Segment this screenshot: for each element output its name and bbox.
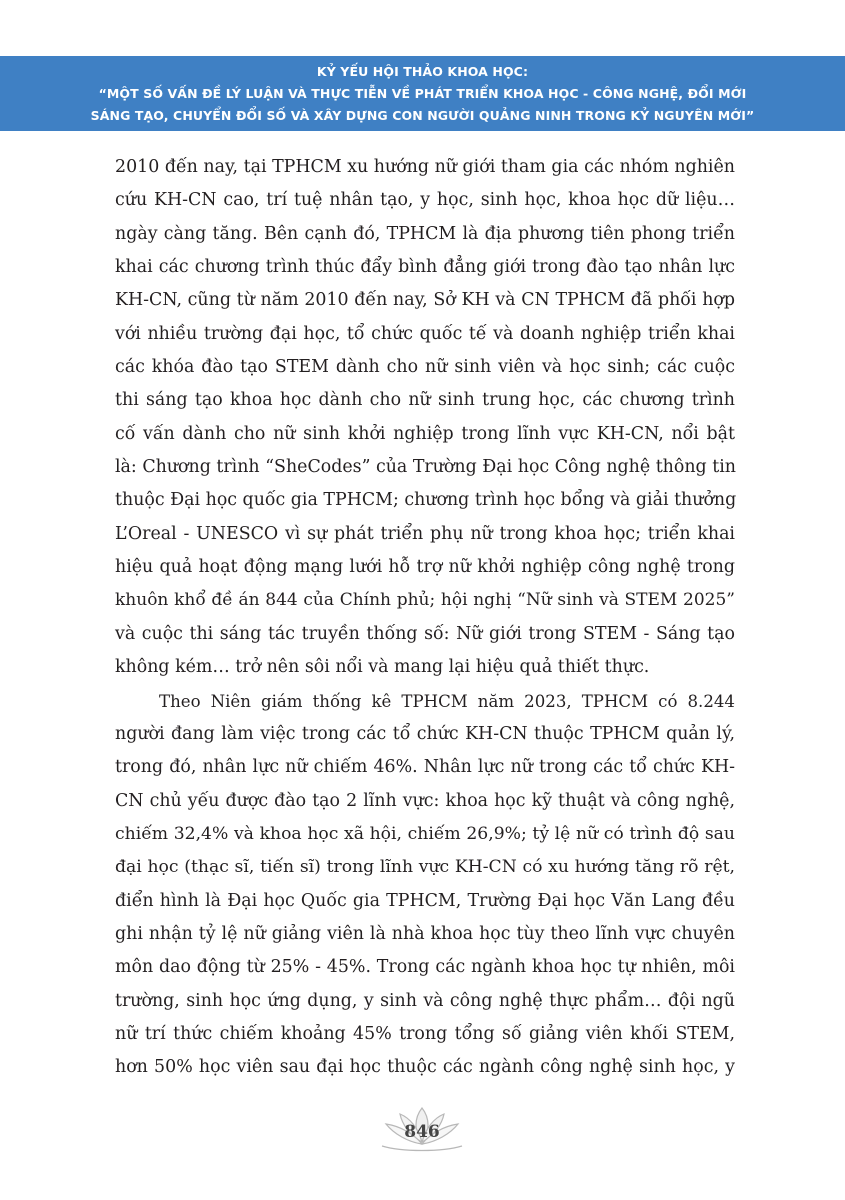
text-line: Theo Niên giám thống kê TPHCM năm 2023, TPHCM có 8.244 (159, 691, 735, 711)
text-line: chiếm 32,4% và khoa học xã hội, chiếm 26,9%; tỷ lệ nữ có trình độ sau (115, 823, 735, 844)
text-line: nữ trí thức chiếm khoảng 45% trong tổng số giảng viên khối STEM, (115, 1023, 735, 1044)
text-line: thuộc Đại học quốc gia TPHCM; chương trình học bổng và giải thưởng (115, 490, 737, 511)
text-line: thi sáng tạo khoa học dành cho nữ sinh trung học, các chương trình (115, 390, 735, 411)
text-line: trường, sinh học ứng dụng, y sinh và công nghệ thực phẩm… đội ngũ (115, 990, 735, 1011)
text-line: cứu KH-CN cao, trí tuệ nhân tạo, y học, sinh học, khoa học dữ liệu… (115, 190, 735, 211)
text-line: cố vấn dành cho nữ sinh khởi nghiệp trong lĩnh vực KH-CN, nổi bật (115, 423, 735, 444)
paragraph-1 (115, 151, 735, 685)
text-line: CN chủ yếu được đào tạo 2 lĩnh vực: khoa học kỹ thuật và công nghệ, (115, 790, 735, 811)
text-line: môn dao động từ 25% - 45%. Trong các ngành khoa học tự nhiên, môi (115, 957, 735, 978)
text-line: đại học (thạc sĩ, tiến sĩ) trong lĩnh vực KH-CN có xu hướng tăng rõ rệt, (115, 857, 735, 878)
text-line: điển hình là Đại học Quốc gia TPHCM, Trường Đại học Văn Lang đều (115, 890, 735, 911)
text-line: người đang làm việc trong các tổ chức KH-CN thuộc TPHCM quản lý, (115, 723, 735, 744)
text-line: không kém… trở nên sôi nổi và mang lại hiệu quả thiết thực. (115, 657, 650, 678)
text-line: khai các chương trình thúc đẩy bình đẳng giới trong đào tạo nhân lực (115, 257, 735, 278)
paragraph-2 (115, 685, 735, 1085)
text-line: với nhiều trường đại học, tổ chức quốc tế và doanh nghiệp triển khai (115, 323, 735, 344)
page-footer (372, 1102, 472, 1162)
text-line: hơn 50% học viên sau đại học thuộc các ngành công nghệ sinh học, y (115, 1057, 735, 1078)
text-line: khuôn khổ đề án 844 của Chính phủ; hội nghị “Nữ sinh và STEM 2025” (115, 590, 735, 611)
header-subtitle-line-1: “MỘT SỐ VẤN ĐỀ LÝ LUẬN VÀ THỰC TIỄN VỀ PHÁT TRIỂN KHOA HỌC - CÔNG NGHỆ, ĐỔI MỚI (98, 85, 747, 101)
text-line: KH-CN, cũng từ năm 2010 đến nay, Sở KH và CN TPHCM đã phối hợp (115, 290, 735, 311)
text-line: và cuộc thi sáng tác truyền thống số: Nữ giới trong STEM - Sáng tạo (115, 623, 735, 644)
header-banner (0, 56, 845, 131)
page-number: 846 (404, 1122, 440, 1142)
body-text (115, 151, 735, 1085)
text-line: ngày càng tăng. Bên cạnh đó, TPHCM là địa phương tiên phong triển (115, 223, 735, 244)
text-line: 2010 đến nay, tại TPHCM xu hướng nữ giới tham gia các nhóm nghiên (115, 157, 735, 177)
text-line: ghi nhận tỷ lệ nữ giảng viên là nhà khoa học tùy theo lĩnh vực chuyên (115, 923, 735, 944)
header-subtitle-line-2: SÁNG TẠO, CHUYỂN ĐỔI SỐ VÀ XÂY DỰNG CON NGƯỜI QUẢNG NINH TRONG KỶ NGUYÊN MỚI” (90, 107, 755, 123)
header-title: KỶ YẾU HỘI THẢO KHOA HỌC: (316, 63, 529, 79)
text-line: trong đó, nhân lực nữ chiếm 46%. Nhân lực nữ trong các tổ chức KH- (115, 757, 735, 778)
text-line: L’Oreal - UNESCO vì sự phát triển phụ nữ trong khoa học; triển khai (115, 523, 735, 544)
text-line: các khóa đào tạo STEM dành cho nữ sinh viên và học sinh; các cuộc (115, 357, 735, 378)
text-line: hiệu quả hoạt động mạng lưới hỗ trợ nữ khởi nghiệp công nghệ trong (115, 557, 735, 578)
text-line: là: Chương trình “SheCodes” của Trường Đại học Công nghệ thông tin (115, 457, 736, 478)
